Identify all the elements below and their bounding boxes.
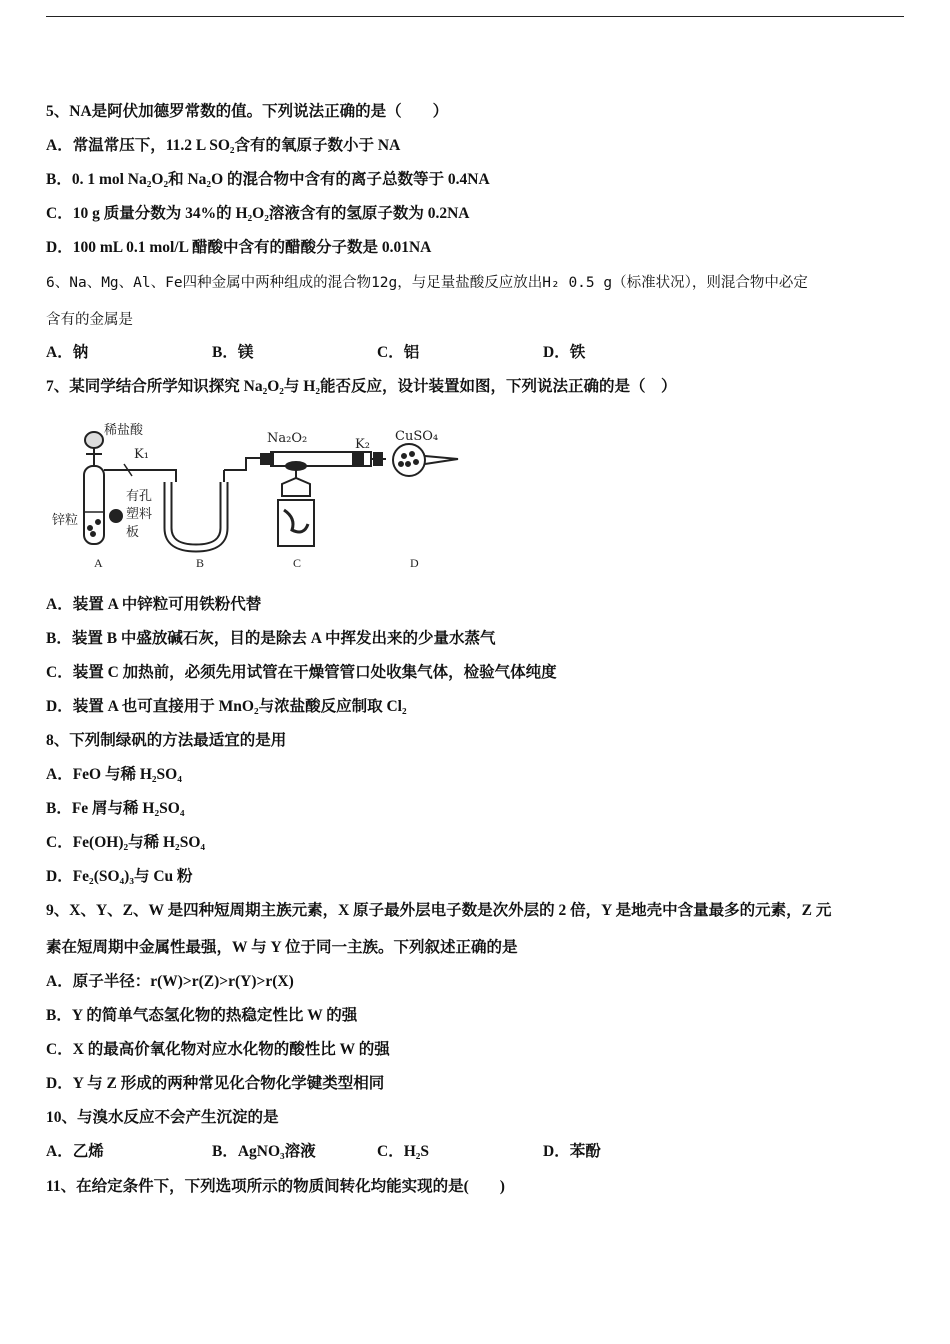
- q5-option-d: D．100 mL 0.1 mol/L 醋酸中含有的醋酸分子数是 0.01NA: [46, 239, 432, 256]
- q6-stem-line2: 含有的金属是: [46, 312, 133, 328]
- label-plate-line2: 塑料: [126, 507, 153, 522]
- header-rule: [46, 16, 904, 17]
- q8-option-a: A．FeO 与稀 H₂SO₄: [46, 766, 182, 783]
- label-apparatus-d: D: [410, 556, 419, 570]
- label-apparatus-b: B: [196, 556, 205, 570]
- q7-option-c: C．装置 C 加热前，必须先用试管在干燥管管口处收集气体，检验气体纯度: [46, 664, 557, 681]
- q9-option-b: B．Y 的简单气态氢化物的热稳定性比 W 的强: [46, 1007, 358, 1024]
- label-dilute-hcl: 稀盐酸: [104, 423, 144, 438]
- q9-option-c: C．X 的最高价氧化物对应水化物的酸性比 W 的强: [46, 1041, 390, 1058]
- q5-option-b: B．0. 1 mol Na₂O₂和 Na₂O 的混合物中含有的离子总数等于 0.4NA: [46, 171, 490, 188]
- q10-option-a: A．乙烯: [46, 1143, 104, 1160]
- q6-option-c: C．铝: [377, 344, 420, 361]
- q9-option-a: A．原子半径：r(W)>r(Z)>r(Y)>r(X): [46, 973, 294, 990]
- q10-stem: 10、与溴水反应不会产生沉淀的是: [46, 1109, 279, 1126]
- apparatus-diagram: [46, 418, 466, 578]
- q5-option-c: C．10 g 质量分数为 34%的 H₂O₂溶液含有的氢原子数为 0.2NA: [46, 205, 470, 222]
- q8-stem: 8、下列制绿矾的方法最适宜的是用: [46, 732, 287, 749]
- q9-option-d: D．Y 与 Z 形成的两种常见化合物化学键类型相同: [46, 1075, 385, 1092]
- q6-option-a: A．钠: [46, 344, 89, 361]
- label-plate-line1: 有孔: [126, 489, 153, 504]
- label-apparatus-a: A: [94, 556, 103, 570]
- q7-stem: 7、某同学结合所学知识探究 Na₂O₂与 H₂能否反应，设计装置如图，下列说法正确的是（ ）: [46, 378, 677, 395]
- q8-option-c: C．Fe(OH)₂与稀 H₂SO₄: [46, 834, 206, 851]
- apparatus-figure: [46, 418, 466, 578]
- label-k2: K₂: [355, 437, 370, 452]
- q6-option-b: B．镁: [212, 344, 254, 361]
- q6-option-d: D．铁: [543, 344, 586, 361]
- q7-option-b: B．装置 B 中盛放碱石灰，目的是除去 A 中挥发出来的少量水蒸气: [46, 630, 496, 647]
- label-apparatus-c: C: [293, 556, 302, 570]
- q5-option-a: A．常温常压下，11.2 L SO₂含有的氧原子数小于 NA: [46, 137, 401, 154]
- label-cuso4: CuSO₄: [395, 429, 439, 444]
- label-k1: K₁: [134, 447, 149, 462]
- q6-stem-line1: 6、Na、Mg、Al、Fe四种金属中两种组成的混合物12g，与足量盐酸反应放出H₂ 0.5 g（标准状况），则混合物中必定: [46, 275, 808, 291]
- label-na2o2: Na₂O₂: [267, 431, 308, 446]
- q8-option-d: D．Fe₂(SO₄)₃与 Cu 粉: [46, 868, 193, 885]
- q9-stem-line2: 素在短周期中金属性最强，W 与 Y 位于同一主族。下列叙述正确的是: [46, 939, 518, 956]
- q11-stem: 11、在给定条件下，下列选项所示的物质间转化均能实现的是( ): [46, 1178, 505, 1195]
- q9-stem-line1: 9、X、Y、Z、W 是四种短周期主族元素，X 原子最外层电子数是次外层的 2 倍，Y 是地壳中含量最多的元素，Z 元: [46, 902, 832, 919]
- label-zinc-granules: 锌粒: [52, 513, 79, 528]
- q5-stem: 5、NA是阿伏加德罗常数的值。下列说法正确的是（ ）: [46, 103, 449, 120]
- q10-option-d: D．苯酚: [543, 1143, 601, 1160]
- q10-option-b: B．AgNO₃溶液: [212, 1143, 316, 1160]
- label-plate-line3: 板: [126, 525, 140, 540]
- q7-option-d: D．装置 A 也可直接用于 MnO₂与浓盐酸反应制取 Cl₂: [46, 698, 407, 715]
- q8-option-b: B．Fe 屑与稀 H₂SO₄: [46, 800, 185, 817]
- q10-option-c: C．H₂S: [377, 1143, 430, 1160]
- q7-option-a: A．装置 A 中锌粒可用铁粉代替: [46, 596, 262, 613]
